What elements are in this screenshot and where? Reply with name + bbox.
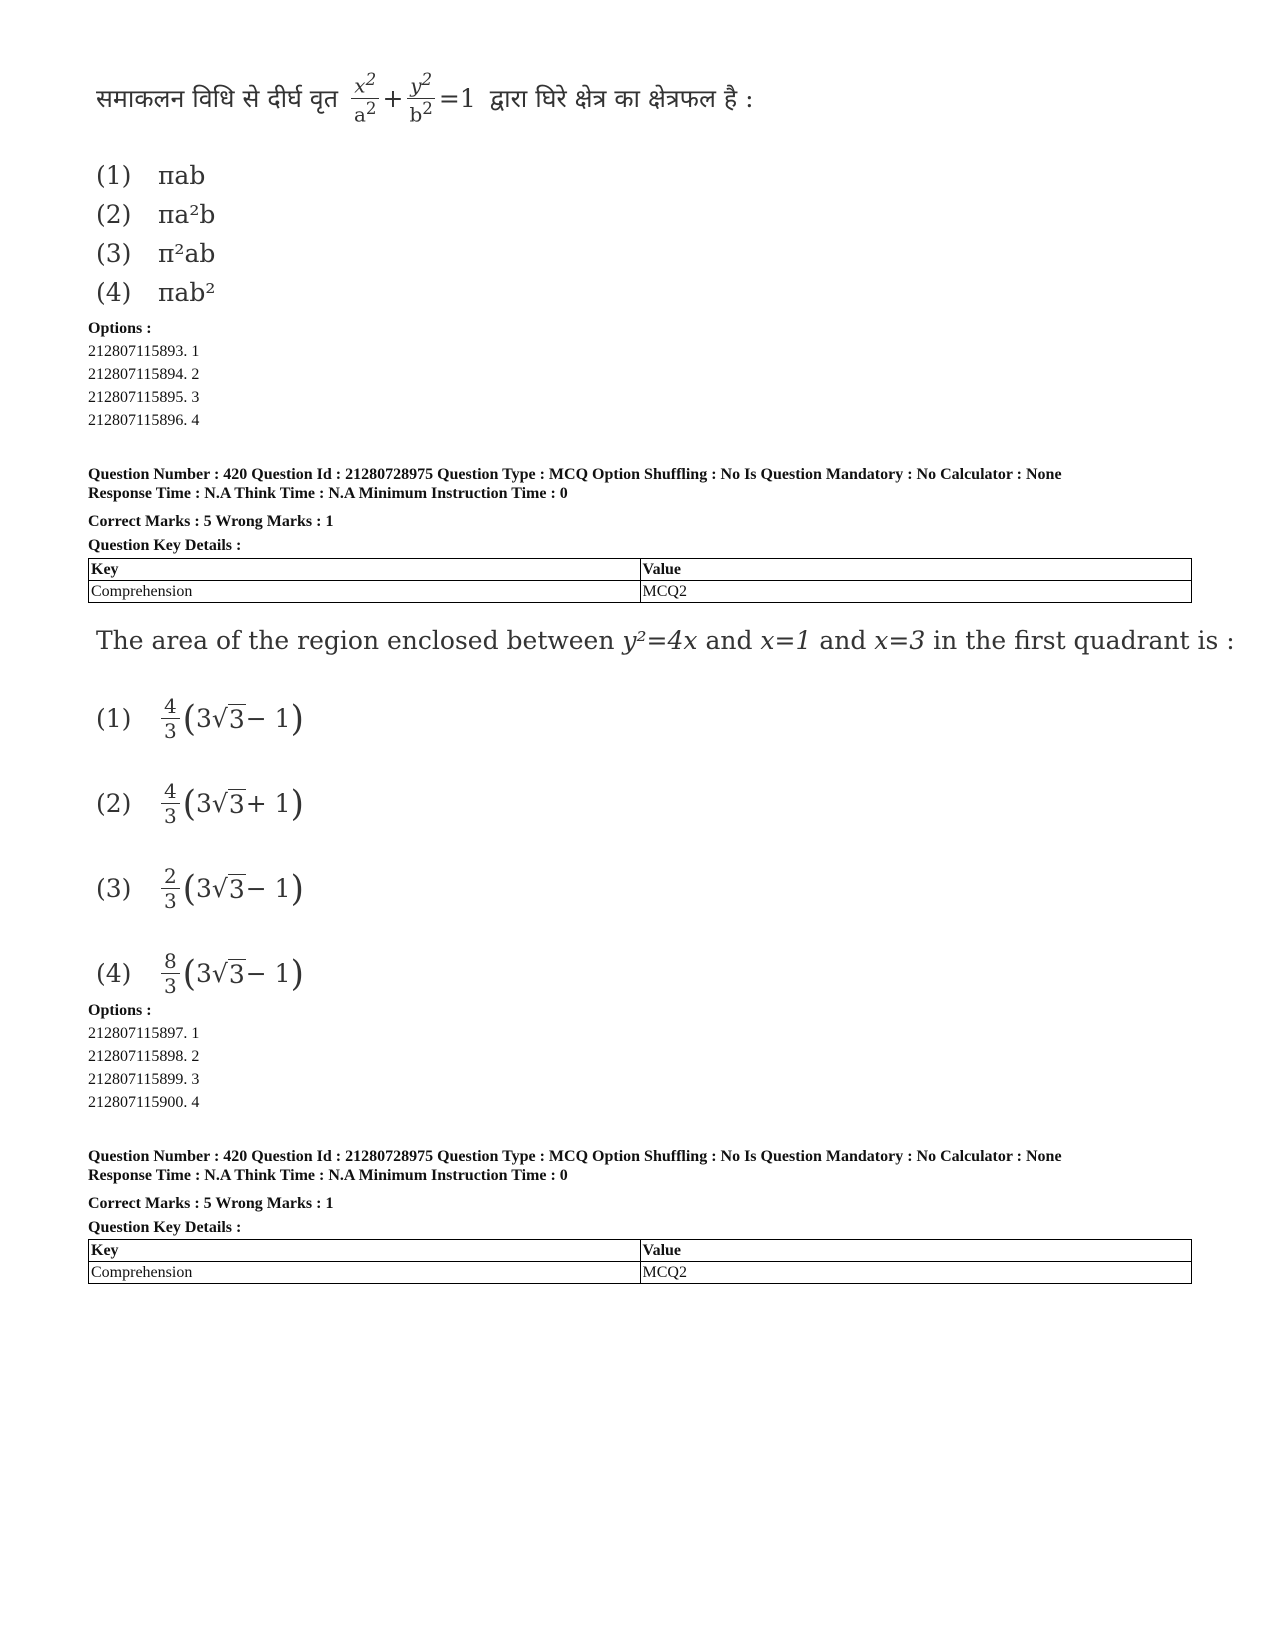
option-id: 212807115894. 2 bbox=[88, 366, 200, 383]
meta-line-1: Question Number : 420 Question Id : 21280728975 Question Type : MCQ Option Shuffling : No Is Question Mandatory : No Calculator : None bbox=[88, 1148, 1062, 1165]
equals-one: =1 bbox=[438, 83, 476, 113]
table-row bbox=[89, 1262, 1192, 1284]
option-id: 212807115896. 4 bbox=[88, 412, 200, 429]
english-question-stem: The area of the region enclosed between y²=4x and x=1 and x=3 in the first quadrant is : bbox=[96, 626, 1235, 655]
equation-parabola: y²=4x bbox=[622, 626, 698, 655]
table-header-key: Key bbox=[89, 559, 641, 581]
key-details-heading: Question Key Details : bbox=[88, 537, 242, 554]
choice-item: (2) $\frac{4}{3}$ ( 3 √ 3 + 1 ) bbox=[96, 779, 304, 828]
question-meta bbox=[88, 1147, 1062, 1185]
x-over-a-fraction: $\frac{x^2}{a^2}$ bbox=[351, 72, 380, 124]
q1-options bbox=[88, 317, 199, 432]
key-details-table bbox=[88, 558, 1192, 603]
choice-item: (4) πab² bbox=[96, 278, 216, 307]
plus-sign: + bbox=[382, 83, 404, 113]
table-cell-key: Comprehension bbox=[89, 581, 641, 603]
fraction: $\frac{4}{3}$ bbox=[161, 696, 180, 741]
table-header-row bbox=[89, 559, 1192, 581]
option-id: 212807115898. 2 bbox=[88, 1048, 200, 1065]
fraction: $\frac{2}{3}$ bbox=[161, 866, 180, 911]
stem-prefix: समाकलन विधि से दीर्घ वृत bbox=[96, 84, 338, 114]
table-header-key: Key bbox=[89, 1240, 641, 1262]
fraction: $\frac{8}{3}$ bbox=[161, 951, 180, 996]
choice-item: (1) $\frac{4}{3}$ ( 3 √ 3 − 1 ) bbox=[96, 694, 304, 743]
table-row bbox=[89, 581, 1192, 603]
equation-x3: x=3 bbox=[874, 626, 926, 655]
table-header-value: Value bbox=[640, 559, 1192, 581]
marks-line: Correct Marks : 5 Wrong Marks : 1 bbox=[88, 1195, 334, 1212]
option-id: 212807115897. 1 bbox=[88, 1025, 200, 1042]
hindi-question-stem bbox=[96, 70, 754, 127]
meta-line-1: Question Number : 420 Question Id : 21280728975 Question Type : MCQ Option Shuffling : No Is Question Mandatory : No Calculator : None bbox=[88, 466, 1062, 483]
table-cell-value: MCQ2 bbox=[640, 1262, 1192, 1284]
stem-suffix: द्वारा घिरे क्षेत्र का क्षेत्रफल है : bbox=[489, 84, 754, 114]
q2-options bbox=[88, 999, 199, 1114]
option-id: 212807115899. 3 bbox=[88, 1071, 200, 1088]
choice-item: (2) πa²b bbox=[96, 200, 216, 229]
choice-item: (3) $\frac{2}{3}$ ( 3 √ 3 − 1 ) bbox=[96, 864, 304, 913]
equation-x1: x=1 bbox=[760, 626, 812, 655]
choice-item: (3) π²ab bbox=[96, 239, 216, 268]
question-meta bbox=[88, 465, 1062, 503]
y-over-b-fraction: $\frac{y^2}{b^2}$ bbox=[406, 72, 435, 124]
table-cell-value: MCQ2 bbox=[640, 581, 1192, 603]
q1-choices bbox=[96, 156, 215, 312]
choice-item: (1) πab bbox=[96, 161, 206, 190]
table-cell-key: Comprehension bbox=[89, 1262, 641, 1284]
choice-item: (4) $\frac{8}{3}$ ( 3 √ 3 − 1 ) bbox=[96, 949, 304, 998]
key-details-table bbox=[88, 1239, 1192, 1284]
option-id: 212807115893. 1 bbox=[88, 343, 200, 360]
option-id: 212807115900. 4 bbox=[88, 1094, 200, 1111]
q2-choices bbox=[96, 676, 304, 1016]
meta-line-2: Response Time : N.A Think Time : N.A Minimum Instruction Time : 0 bbox=[88, 485, 568, 502]
meta-line-2: Response Time : N.A Think Time : N.A Minimum Instruction Time : 0 bbox=[88, 1167, 568, 1184]
fraction: $\frac{4}{3}$ bbox=[161, 781, 180, 826]
option-id: 212807115895. 3 bbox=[88, 389, 200, 406]
key-details-heading: Question Key Details : bbox=[88, 1219, 242, 1236]
marks-line: Correct Marks : 5 Wrong Marks : 1 bbox=[88, 513, 334, 530]
options-heading: Options : bbox=[88, 1002, 152, 1019]
table-header-value: Value bbox=[640, 1240, 1192, 1262]
table-header-row bbox=[89, 1240, 1192, 1262]
options-heading: Options : bbox=[88, 320, 152, 337]
